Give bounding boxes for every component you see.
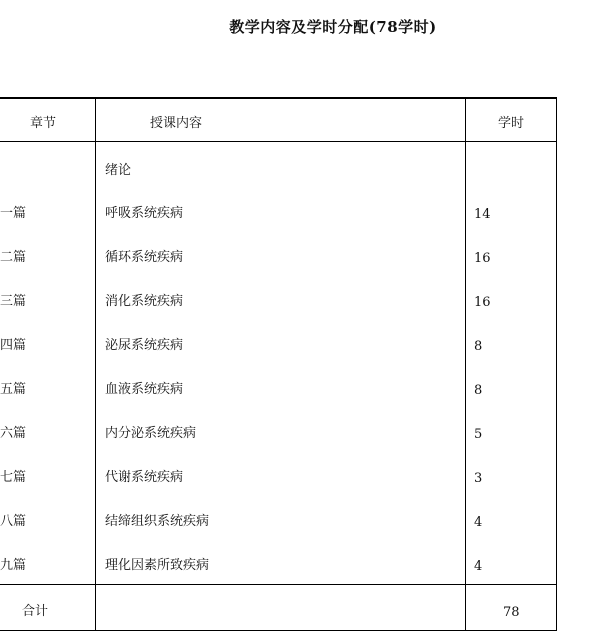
table-bottom-border <box>0 630 557 631</box>
row-chapter: 九篇 <box>0 558 27 573</box>
row-chapter: 二篇 <box>0 250 27 265</box>
row-content: 代谢系统疾病 <box>105 470 184 485</box>
total-hours: 78 <box>503 605 520 620</box>
table-top-border <box>0 97 557 99</box>
row-chapter: 三篇 <box>0 294 27 309</box>
column-divider-chapter <box>95 97 96 631</box>
row-content: 结缔组织系统疾病 <box>105 514 210 529</box>
row-chapter: 七篇 <box>0 470 27 485</box>
row-content: 绪论 <box>105 163 132 178</box>
row-hours: 16 <box>474 295 491 310</box>
row-hours: 4 <box>474 515 483 530</box>
total-divider <box>0 584 557 585</box>
row-content: 消化系统疾病 <box>105 294 184 309</box>
column-divider-content <box>465 97 466 631</box>
row-hours: 5 <box>474 427 483 442</box>
row-hours: 8 <box>474 383 483 398</box>
row-chapter: 八篇 <box>0 514 27 529</box>
row-chapter: 一篇 <box>0 206 27 221</box>
total-label: 合计 <box>22 604 49 619</box>
row-hours: 14 <box>474 207 491 222</box>
row-content: 呼吸系统疾病 <box>105 206 184 221</box>
header-divider <box>0 141 557 142</box>
row-content: 血液系统疾病 <box>105 382 184 397</box>
table-right-border <box>556 97 557 631</box>
row-hours: 3 <box>474 471 483 486</box>
row-content: 循环系统疾病 <box>105 250 184 265</box>
row-chapter: 四篇 <box>0 338 27 353</box>
row-hours: 8 <box>474 339 483 354</box>
row-hours: 16 <box>474 251 491 266</box>
row-hours: 4 <box>474 559 483 574</box>
row-content: 理化因素所致疾病 <box>105 558 210 573</box>
row-content: 泌尿系统疾病 <box>105 338 184 353</box>
header-chapter: 章节 <box>30 116 57 131</box>
row-content: 内分泌系统疾病 <box>105 426 197 441</box>
row-chapter: 六篇 <box>0 426 27 441</box>
header-content: 授课内容 <box>150 116 203 131</box>
page-title: 教学内容及学时分配(78学时) <box>229 18 437 36</box>
row-chapter: 五篇 <box>0 382 27 397</box>
header-hours: 学时 <box>498 116 525 131</box>
